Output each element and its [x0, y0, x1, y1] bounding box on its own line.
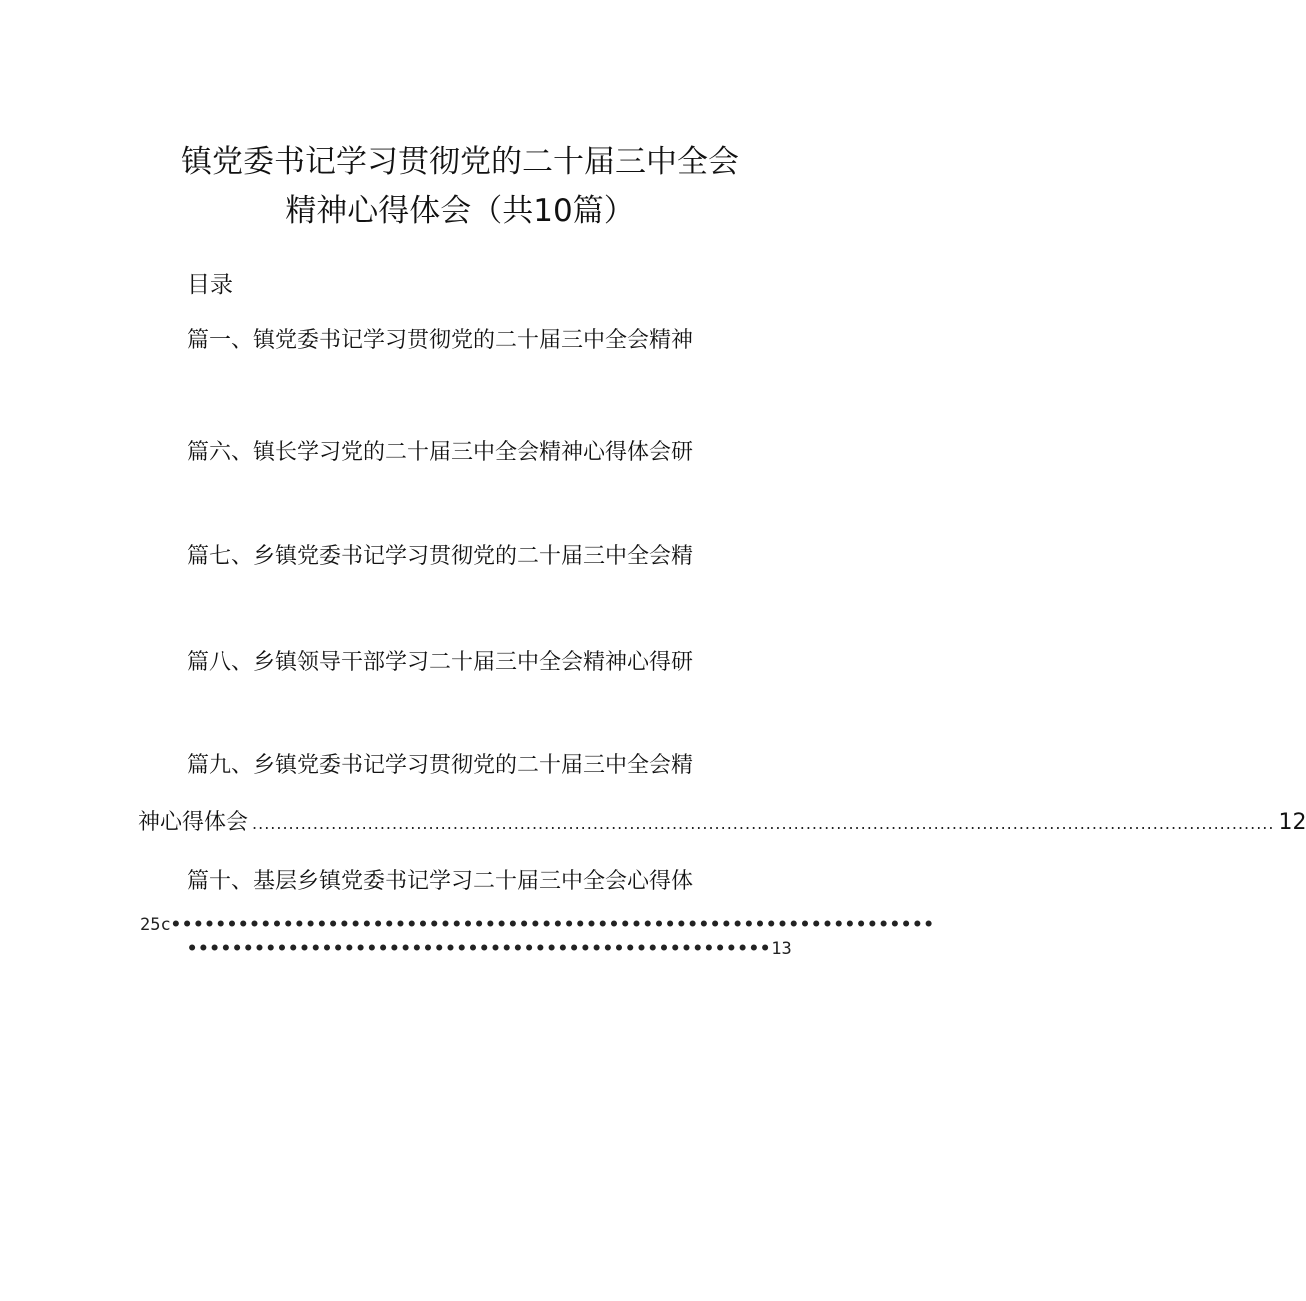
toc-entry-1[interactable]: 篇一、镇党委书记学习贯彻党的二十届三中全会精神	[187, 328, 694, 353]
toc-entry-9-continuation: 神心得体会	[138, 810, 249, 835]
toc-entry-10[interactable]: 篇十、基层乡镇党委书记学习二十届三中全会心得体	[187, 869, 694, 894]
toc-entry-10-prefix: 25c	[140, 915, 171, 935]
toc-entry-9-continuation-line[interactable]	[138, 805, 1306, 836]
toc-entry-9-page-number: 12	[1278, 810, 1306, 835]
toc-entry-6[interactable]: 篇六、镇长学习党的二十届三中全会精神心得体会研	[187, 440, 694, 465]
toc-entry-8[interactable]: 篇八、乡镇领导干部学习二十届三中全会精神心得研	[187, 650, 694, 675]
toc-entry-9[interactable]: 篇九、乡镇党委书记学习贯彻党的二十届三中全会精	[187, 753, 694, 778]
toc-entry-10-page-number: 13	[771, 939, 792, 959]
dot-leader: ••••••••••••••••••••••••••••••••••••••••••••••••••••••••••••••••••••	[170, 915, 935, 935]
document-title-line-2: 精神心得体会（共10篇）	[285, 193, 635, 229]
toc-entry-10-dotted-line-1	[140, 915, 935, 935]
toc-entry-10-dotted-line-2	[187, 939, 792, 959]
toc-heading: 目录	[187, 272, 233, 298]
dot-leader: ••••••••••••••••••••••••••••••••••••••••••••••••••••	[187, 939, 772, 959]
toc-entry-7[interactable]: 篇七、乡镇党委书记学习贯彻党的二十届三中全会精	[187, 544, 694, 569]
document-title-line-1: 镇党委书记学习贯彻党的二十届三中全会	[181, 144, 739, 180]
dot-leader: ........................................................................................................................................................................	[252, 814, 1275, 833]
